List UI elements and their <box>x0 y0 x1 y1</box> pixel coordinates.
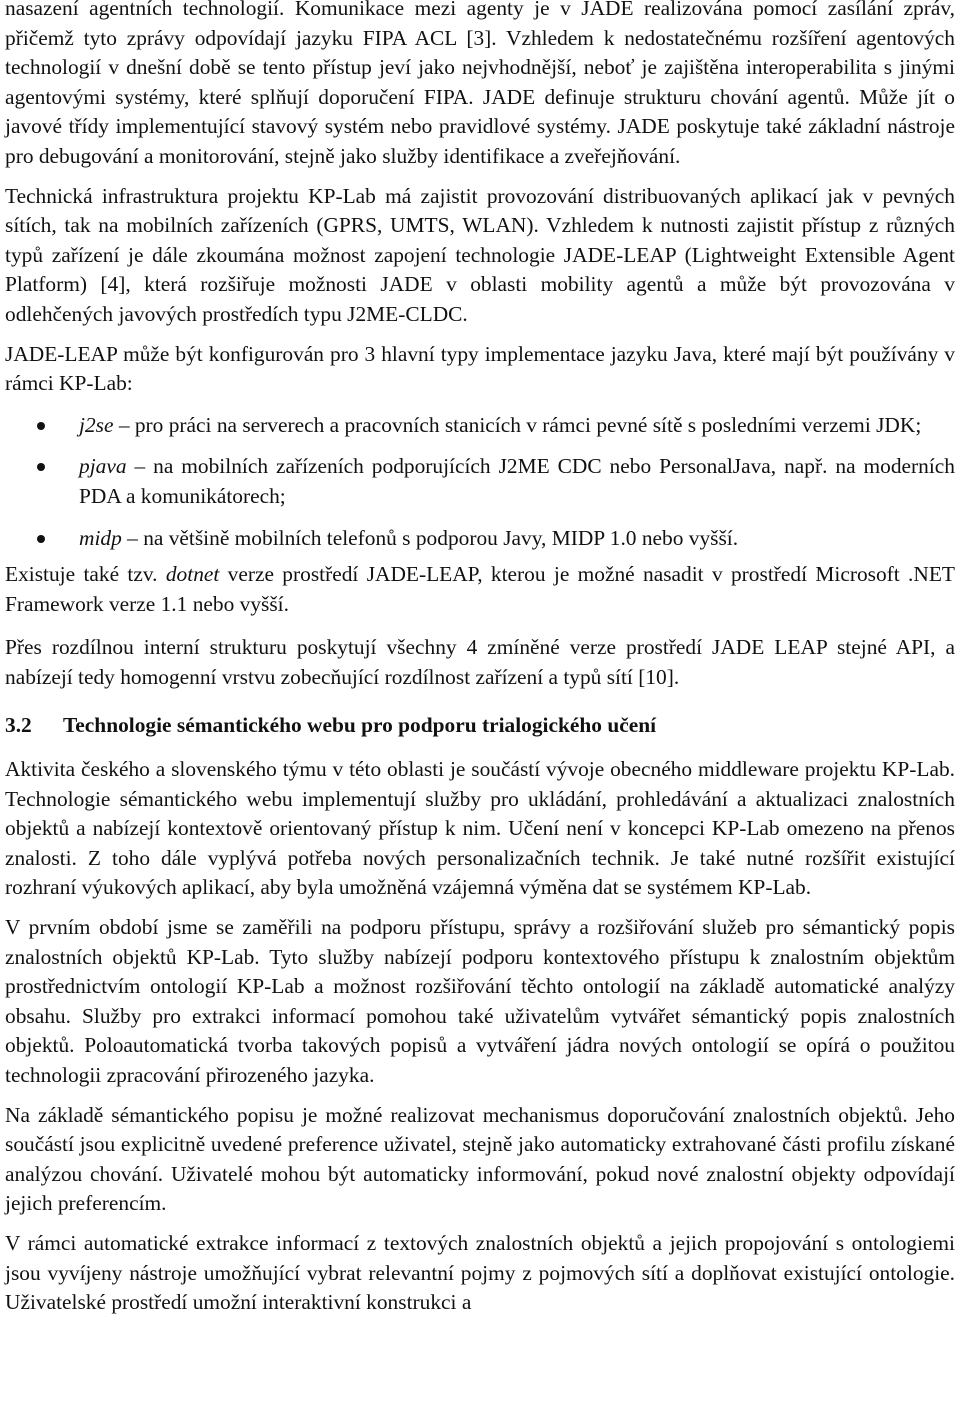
section-heading <box>5 711 955 741</box>
bullet-icon <box>37 422 45 430</box>
paragraph-jade-leap-config: JADE-LEAP může být konfigurován pro 3 hlavní typy implementace jazyku Java, které mají být používány v rámci KP-Lab: <box>5 341 955 396</box>
paragraph-dotnet-post: verze prostředí JADE-LEAP, kterou je možné nasadit v prostředí Microsoft .NET Framework verze 1.1 nebo vyšší. <box>5 562 955 616</box>
list-item <box>5 411 955 441</box>
section-title: Technologie sémantického webu pro podporu trialogického učení <box>63 713 657 738</box>
implementation-list <box>5 411 955 553</box>
list-item <box>5 452 955 511</box>
list-item-term: j2se <box>79 412 114 437</box>
list-item-text: – pro práci na serverech a pracovních stanicích v rámci pevné sítě s posledními verzemi JDK; <box>113 412 922 437</box>
list-item-text: – na většině mobilních telefonů s podporou Javy, MIDP 1.0 nebo vyšší. <box>121 525 739 550</box>
paragraph-technical-infrastructure: Technická infrastruktura projektu KP-Lab má zajistit provozování distribuovaných aplikací jak v pevných sítích, tak na mobilních zařízeních (GPRS, UMTS, WLAN). Vzhledem k nutnosti zajistit přístup z různých typů zařízení je dále zkoumána možnost zapojení technologie JADE-LEAP (Lightweight Extensible Agent Platform) [4], která rozšiřuje možnosti JADE v oblasti mobility agentů a může být provozována v odlehčených javových prostředích typu J2ME-CLDC. <box>5 183 955 326</box>
paragraph-dotnet-pre: Existuje také tzv. <box>5 562 166 587</box>
paragraph-api: Přes rozdílnou interní strukturu poskytují všechny 4 zmíněné verze prostředí JADE LEAP stejné API, a nabízejí tedy homogenní vrstvu zobecňující rozdílnost zařízení a typů sítí [10]. <box>5 635 955 689</box>
paragraph-first-period: V prvním období jsme se zaměřili na podporu přístupu, správy a rozšiřování služeb pro sémantický popis znalostních objektů KP-Lab. Tyto služby nabízejí podporu kontextového přístupu k znalostním objektům prostřednictvím ontologií KP-Lab a možnost rozšiřování těchto ontologií na základě automatické analýzy obsahu. Služby pro extrakci informací pomohou také uživatelům vytvářet sémantický popis znalostních objektů. Poloautomatická tvorba takových popisů a vytváření jádra nových ontologií se opírá o použitou technologii zpracování přirozeného jazyka. <box>5 915 955 1087</box>
paragraph-jade-intro: nasazení agentních technologií. Komunikace mezi agenty je v JADE realizována pomocí zasílání zpráv, přičemž tyto zprávy odpovídají jazyku FIPA ACL [3]. Vzhledem k nedostatečnému rozšíření agentových technologií v dnešní době se tento přístup jeví jako nejvhodnější, neboť je zajištěna interoperabilita s jinými agentovými systémy, které splňují doporučení FIPA. JADE definuje strukturu chování agentů. Může jít o javové třídy implementující stavový systém nebo pravidlové systémy. JADE poskytuje také základní nástroje pro debugování a monitorování, stejně jako služby identifikace a zveřejňování. <box>5 0 955 168</box>
document-page <box>5 0 955 1318</box>
paragraph-extraction: V rámci automatické extrakce informací z textových znalostních objektů a jejich propojování s ontologiemi jsou vyvíjeny nástroje umožňující vybrat relevantní pojmy z pojmových sítí a doplňovat existující ontologie. Uživatelské prostředí umožní interaktivní konstrukci a <box>5 1230 955 1315</box>
section-number: 3.2 <box>5 713 32 738</box>
paragraph-dotnet-term: dotnet <box>165 562 220 587</box>
list-item-text: – na mobilních zařízeních podporujících J2ME CDC nebo PersonalJava, např. na moderních PDA a komunikátorech; <box>79 454 955 508</box>
list-item-term: midp <box>79 525 122 550</box>
list-item <box>5 524 955 554</box>
list-item-term: pjava <box>79 454 127 479</box>
paragraph-dotnet <box>5 560 955 619</box>
paragraph-recommendation: Na základě sémantického popisu je možné realizovat mechanismus doporučování znalostních objektů. Jeho součástí jsou explicitně uvedené preference uživatel, stejně jako automaticky extrahované části profilu získané analýzou chování. Uživatelé mohou být automaticky informování, pokud nové znalostní objekty odpovídají jejich preferencím. <box>5 1102 955 1216</box>
paragraph-activity: Aktivita českého a slovenského týmu v této oblasti je součástí vývoje obecného middleware projektu KP-Lab. Technologie sémantického webu implementují služby pro ukládání, prohledávání a aktualizaci znalostních objektů a nabízejí kontextově orientovaný přístup k nim. Učení není v koncepci KP-Lab omezeno na přenos znalosti. Z toho dále vyplývá potřeba nových personalizačních technik. Je také nutné rozšířit existující rozhraní výukových aplikací, aby byla umožněná vzájemná výměna dat se systémem KP-Lab. <box>5 757 955 900</box>
bullet-icon <box>37 463 45 471</box>
bullet-icon <box>37 535 45 543</box>
